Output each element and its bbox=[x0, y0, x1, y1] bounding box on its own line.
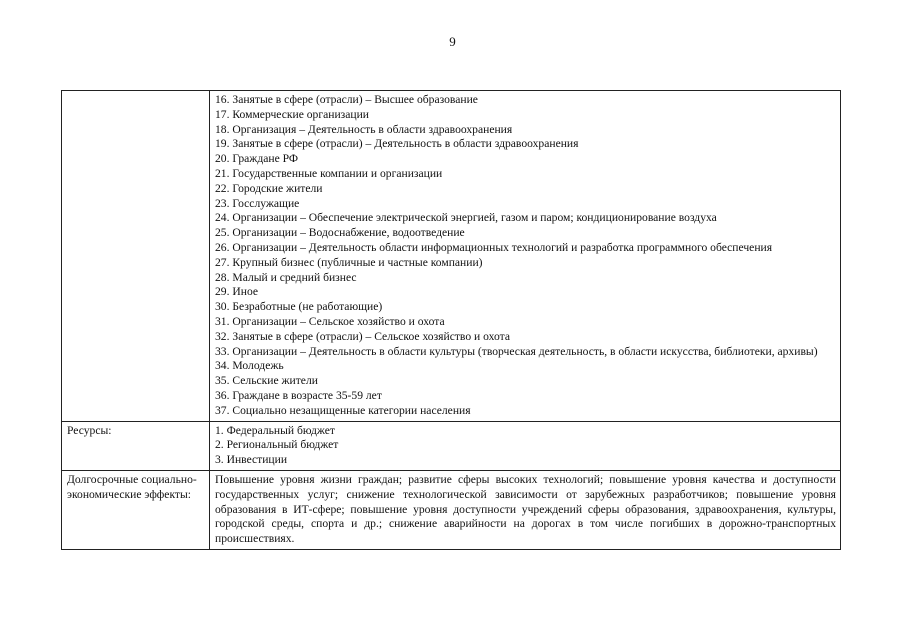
list-item: 23. Госслужащие bbox=[215, 196, 300, 210]
list-item: 19. Занятые в сфере (отрасли) – Деятельность в области здравоохранения bbox=[215, 137, 579, 151]
list-item: 31. Организации – Сельское хозяйство и охота bbox=[215, 314, 445, 328]
list-item: 2. Региональный бюджет bbox=[215, 438, 339, 452]
list-item: 29. Иное bbox=[215, 285, 259, 299]
list-item: 37. Социально незащищенные категории населения bbox=[215, 403, 471, 417]
list-item: 33. Организации – Деятельность в области культуры (творческая деятельность, в области искусства, библиотеки, архивы) bbox=[215, 344, 818, 358]
row-label-targets bbox=[62, 91, 210, 422]
targets-list bbox=[210, 91, 841, 422]
resources-list bbox=[210, 421, 841, 470]
list-item: 18. Организация – Деятельность в области здравоохранения bbox=[215, 122, 513, 136]
list-item: 22. Городские жители bbox=[215, 181, 323, 195]
list-item: 36. Граждане в возрасте 35-59 лет bbox=[215, 388, 382, 402]
list-item: 20. Граждане РФ bbox=[215, 152, 299, 166]
passport-table bbox=[61, 90, 841, 550]
list-item: 21. Государственные компании и организации bbox=[215, 166, 443, 180]
list-item: 1. Федеральный бюджет bbox=[215, 423, 335, 437]
list-item: 3. Инвестиции bbox=[215, 453, 288, 467]
table-row-resources bbox=[62, 421, 841, 470]
list-item: 28. Малый и средний бизнес bbox=[215, 270, 357, 284]
row-label-resources: Ресурсы: bbox=[62, 421, 210, 470]
list-item: 26. Организации – Деятельность области информационных технологий и разработка программного обеспечения bbox=[215, 240, 773, 254]
list-item: 24. Организации – Обеспечение электрической энергией, газом и паром; кондиционирование воздуха bbox=[215, 211, 717, 225]
table-row-effects bbox=[62, 470, 841, 549]
list-item: 32. Занятые в сфере (отрасли) – Сельское хозяйство и охота bbox=[215, 329, 510, 343]
list-item: 27. Крупный бизнес (публичные и частные компании) bbox=[215, 255, 483, 269]
effects-text: Повышение уровня жизни граждан; развитие сферы высоких технологий; повышение уровня качества и доступности государственных услуг; снижение технологической зависимости от зарубежных разработчиков; повышение уровня образования в ИТ-сфере; повышение уровня доступности учреждений сферы образования, здравоохранения, культуры, городской среды, спорта и др.; снижение аварийности на дорогах в том числе погибших в дорожно-транспортных происшествиях. bbox=[210, 470, 841, 549]
list-item: 35. Сельские жители bbox=[215, 374, 318, 388]
row-label-effects: Долгосрочные социально-экономические эффекты: bbox=[62, 470, 210, 549]
page-number: 9 bbox=[449, 34, 456, 49]
list-item: 17. Коммерческие организации bbox=[215, 107, 369, 121]
list-item: 16. Занятые в сфере (отрасли) – Высшее образование bbox=[215, 93, 478, 106]
list-item: 25. Организации – Водоснабжение, водоотведение bbox=[215, 226, 465, 240]
list-item: 34. Молодежь bbox=[215, 359, 284, 373]
table-row-targets bbox=[62, 91, 841, 422]
list-item: 30. Безработные (не работающие) bbox=[215, 300, 383, 314]
